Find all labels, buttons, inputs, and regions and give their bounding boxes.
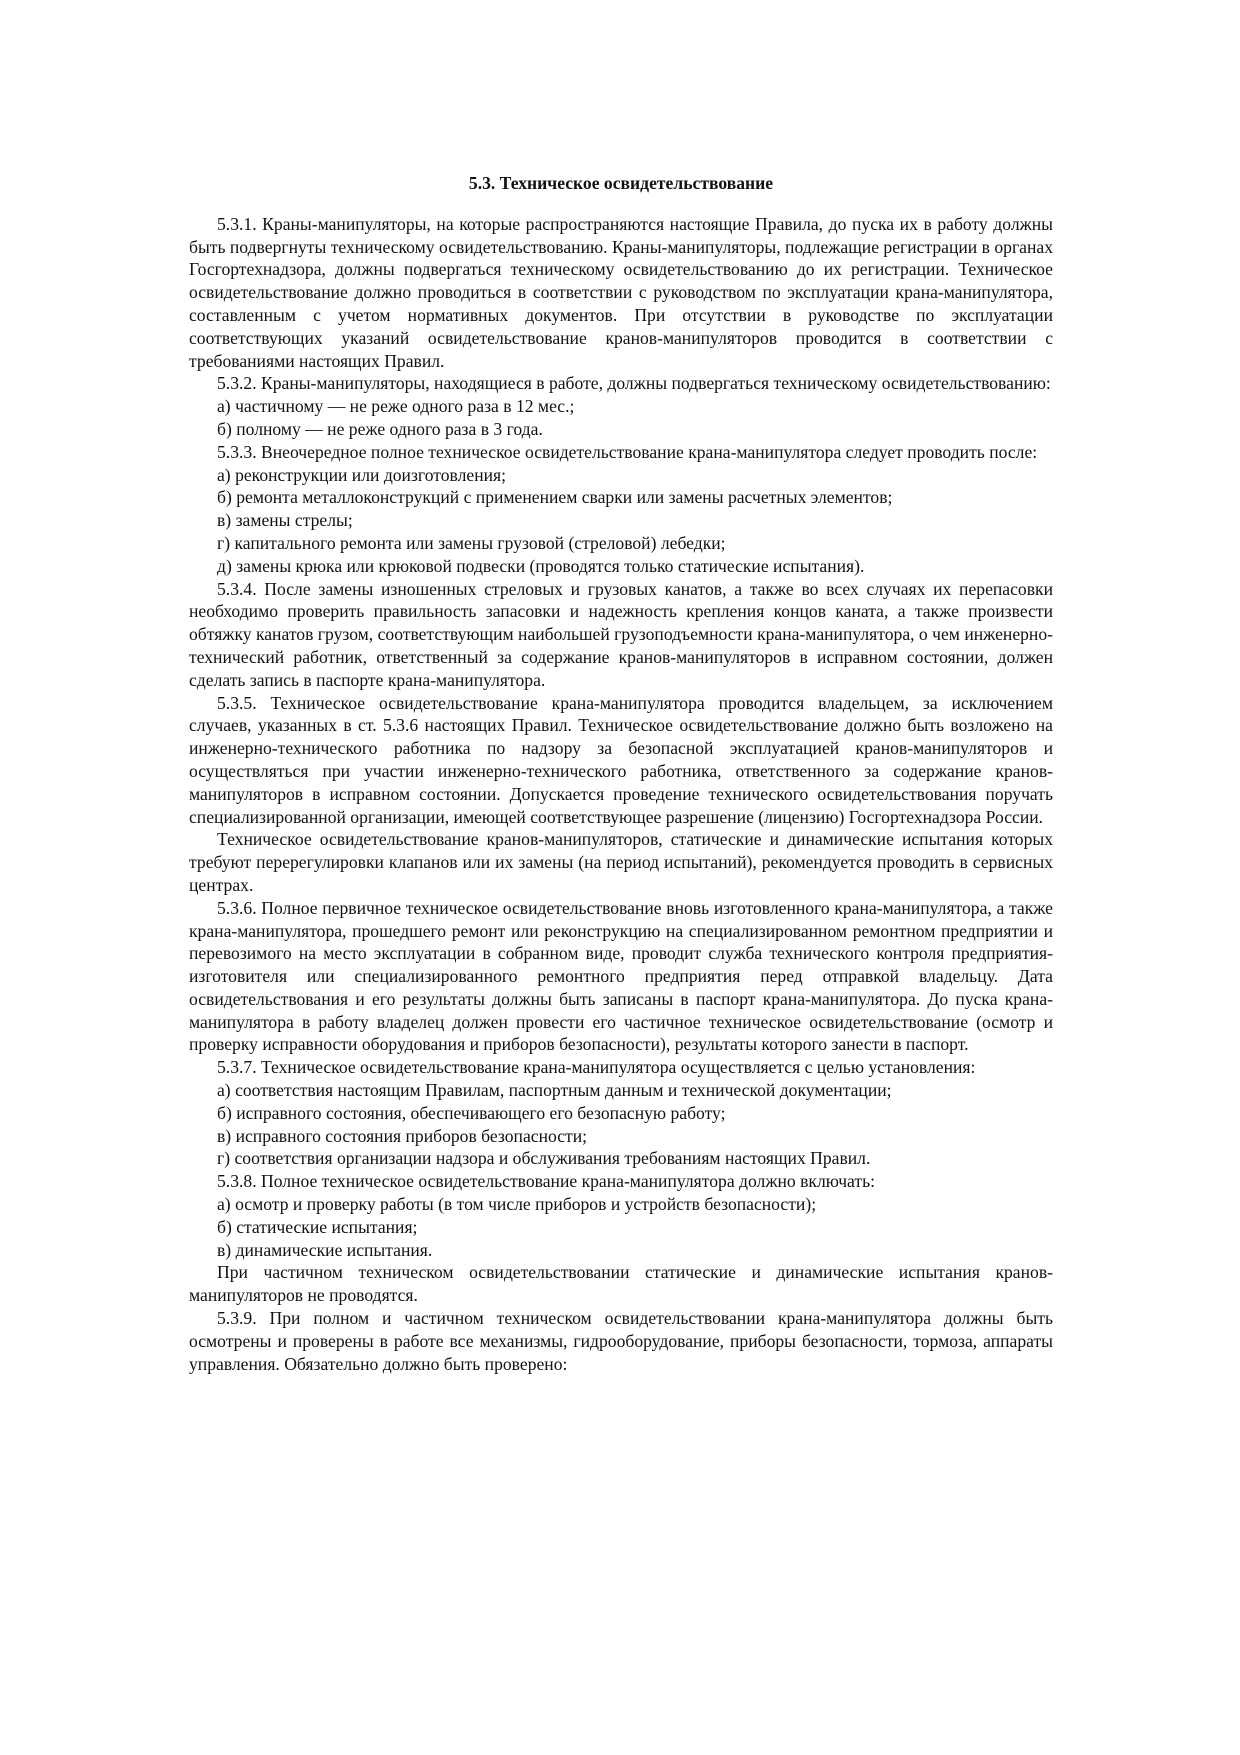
list-item-working-condition: б) исправного состояния, обеспечивающего его безопасную работу;	[217, 1102, 726, 1123]
paragraph-5-3-2: 5.3.2. Краны-манипуляторы, находящиеся в работе, должны подвергаться техническому освидетельствованию:	[217, 373, 1051, 394]
list-item-metal-repair: б) ремонта металлоконструкций с применением сварки или замены расчетных элементов;	[217, 487, 893, 508]
list-item-full: б) полному — не реже одного раза в 3 года.	[217, 418, 543, 439]
paragraph-5-3-9: 5.3.9. При полном и частичном техническом освидетельствовании крана-манипулятора должны быть осмотрены и проверены в работе все механизмы, гидрооборудование, приборы безопасности, тормоза, аппараты управления. Обязательно должно быть проверено:	[189, 1308, 1053, 1374]
paragraph-5-3-1: 5.3.1. Краны-манипуляторы, на которые распространяются настоящие Правила, до пуска их в работу должны быть подвергнуты техническому освидетельствованию. Краны-манипуляторы, подлежащие регистрации в органах Госгортехнадзора, должны подвергаться техническому освидетельствованию до их регистрации. Техническое освидетельствование должно проводиться в соответствии с руководством по эксплуатации крана-манипулятора, составленным с учетом нормативных документов. При отсутствии в руководстве по эксплуатации соответствующих указаний освидетельствование кранов-манипуляторов проводится в соответствии с требованиями настоящих Правил.	[189, 213, 1053, 371]
paragraph-partial-inspection: При частичном техническом освидетельствовании статические и динамические испытания кранов-манипуляторов не проводятся.	[189, 1262, 1053, 1306]
paragraph-5-3-5: 5.3.5. Техническое освидетельствование крана-манипулятора проводится владельцем, за исключением случаев, указанных в ст. 5.3.6 настоящих Правил. Техническое освидетельствование должно быть возложено на инженерно-технического работника по надзору за безопасной эксплуатацией кранов-манипуляторов и осуществляться при участии инженерно-технического работника, ответственного за содержание кранов-манипуляторов в исправном состоянии. Допускается проведение технического освидетельствования поручать специализированной организации, имеющей соответствующее разрешение (лицензию) Госгортехнадзора России.	[189, 692, 1053, 827]
list-item-compliance: а) соответствия настоящим Правилам, паспортным данным и технической документации;	[217, 1080, 892, 1101]
section-heading: 5.3. Техническое освидетельствование	[468, 173, 774, 193]
paragraph-5-3-8: 5.3.8. Полное техническое освидетельствование крана-манипулятора должно включать:	[217, 1171, 876, 1192]
list-item-static-tests: б) статические испытания;	[217, 1216, 418, 1237]
list-item-boom-replacement: в) замены стрелы;	[217, 510, 353, 531]
paragraph-5-3-7: 5.3.7. Техническое освидетельствование крана-манипулятора осуществляется с целью установления:	[217, 1057, 976, 1078]
list-item-safety-devices: в) исправного состояния приборов безопасности;	[217, 1125, 588, 1146]
list-item-hook-replacement: д) замены крюка или крюковой подвески (проводятся только статические испытания).	[217, 555, 865, 576]
paragraph-service-centers: Техническое освидетельствование кранов-манипуляторов, статические и динамические испытания которых требуют перерегулировки клапанов или их замены (на период испытаний), рекомендуется проводить в сервисных центрах.	[189, 829, 1053, 895]
list-item-partial: а) частичному — не реже одного раза в 12 мес.;	[217, 396, 575, 417]
paragraph-5-3-4: 5.3.4. После замены изношенных стреловых и грузовых канатов, а также во всех случаях их перепасовки необходимо проверить правильность запасовки и надежность крепления концов каната, а также произвести обтяжку канатов грузом, соответствующим наибольшей грузоподъемности крана-манипулятора, о чем инженерно-технический работник, ответственный за содержание кранов-манипуляторов в исправном состоянии, должен сделать запись в паспорте крана-манипулятора.	[189, 578, 1053, 690]
list-item-inspection: а) осмотр и проверку работы (в том числе приборов и устройств безопасности);	[217, 1194, 817, 1215]
list-item-supervision: г) соответствия организации надзора и обслуживания требованиям настоящих Правил.	[217, 1148, 871, 1169]
document-page	[189, 172, 1053, 1375]
paragraph-5-3-6: 5.3.6. Полное первичное техническое освидетельствование вновь изготовленного крана-манипулятора, а также крана-манипулятора, прошедшего ремонт или реконструкцию на специализированном ремонтном предприятии и перевозимого на место эксплуатации в собранном виде, проводит служба технического контроля предприятия-изготовителя или специализированного ремонтного предприятия перед отправкой владельцу. Дата освидетельствования и его результаты должны быть записаны в паспорт крана-манипулятора. До пуска крана-манипулятора в работу владелец должен провести его частичное техническое освидетельствование (осмотр и проверку исправности оборудования и приборов безопасности), результаты которого занести в паспорт.	[189, 897, 1053, 1055]
list-item-reconstruction: а) реконструкции или доизготовления;	[217, 464, 506, 485]
list-item-winch-repair: г) капитального ремонта или замены грузовой (стреловой) лебедки;	[217, 532, 726, 553]
paragraph-5-3-3: 5.3.3. Внеочередное полное техническое освидетельствование крана-манипулятора следует проводить после:	[217, 441, 1038, 462]
list-item-dynamic-tests: в) динамические испытания.	[217, 1239, 433, 1260]
